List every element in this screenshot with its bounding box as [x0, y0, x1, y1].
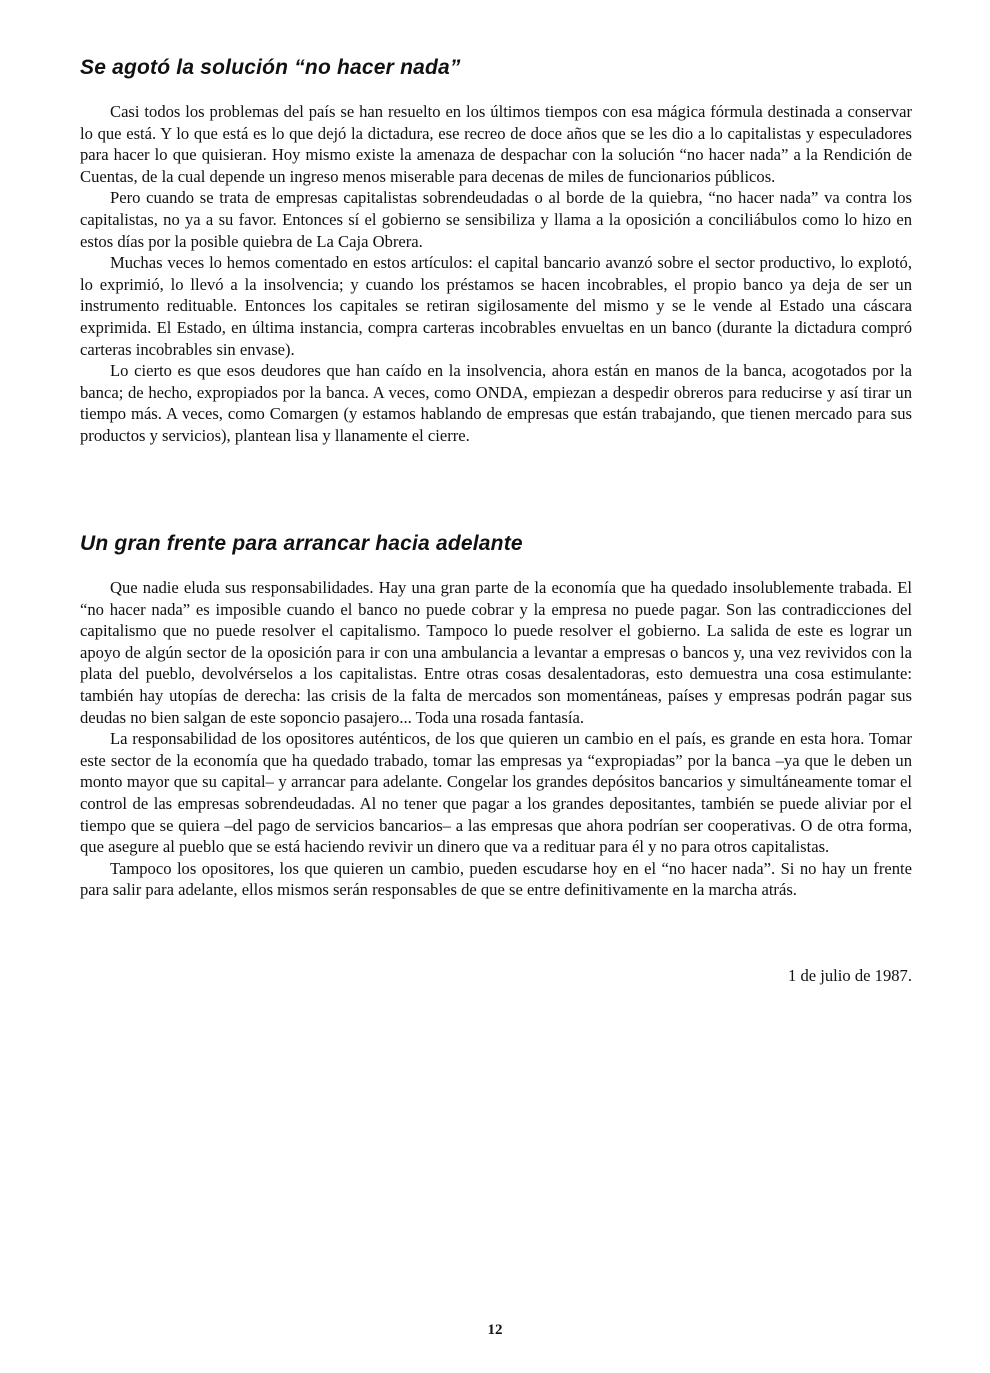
paragraph: Muchas veces lo hemos comentado en estos artículos: el capital bancario avanzó sobre el sector productivo, lo explotó, lo exprimió, lo llevó a la insolvencia; y cuando los préstamos se hacen incobrables, el propio banco ya deja de ser un instrumento redituable. Entonces los capitales se retiran sigilosamente del mismo y se le vende al Estado una cáscara exprimida. El Estado, en última instancia, compra carteras incobrables envueltas en un banco (durante la dictadura compró carteras incobrables sin envase).	[80, 253, 912, 359]
section-heading-2: Un gran frente para arrancar hacia adelante	[80, 532, 523, 555]
paragraph: Tampoco los opositores, los que quieren un cambio, pueden escudarse hoy en el “no hacer nada”. Si no hay un frente para salir para adelante, ellos mismos serán responsables de que se entre definitivamente en la marcha atrás.	[80, 858, 912, 900]
page-number: 12	[487, 1322, 503, 1338]
paragraph: Casi todos los problemas del país se han resuelto en los últimos tiempos con esa mágica fórmula destinada a conservar lo que está. Y lo que está es lo que dejó la dictadura, ese recreo de doce años que se les dio a lo capitalistas y especuladores para hacer lo que quisieran. Hoy mismo existe la amenaza de despachar con la solución “no hacer nada” a la Rendición de Cuentas, de la cual depende un ingreso menos miserable para decenas de miles de funcionarios públicos.	[80, 102, 912, 186]
section-heading-1: Se agotó la solución “no hacer nada”	[80, 56, 461, 79]
paragraph: Lo cierto es que esos deudores que han caído en la insolvencia, ahora están en manos de la banca, acogotados por la banca; de hecho, expropiados por la banca. A veces, como ONDA, empiezan a despedir obreros para reducirse y así tirar un tiempo más. A veces, como Comargen (y estamos hablando de empresas que están trabajando, que tienen mercado para sus productos y servicios), plantean lisa y llanamente el cierre.	[80, 361, 912, 445]
paragraph: La responsabilidad de los opositores auténticos, de los que quieren un cambio en el país, es grande en esta hora. Tomar este sector de la economía que ha quedado trabado, tomar las empresas ya “expropiadas” por la banca –ya que le deben un monto mayor que su capital– y arrancar para adelante. Congelar los grandes depósitos bancarios y simultáneamente tomar el control de las empresas sobrendeudadas. Al no tener que pagar a los grandes depositantes, también se puede aliviar por el tiempo que se quiera –del pago de servicios bancarios– a las empresas que ahora podrían ser cooperativas. O de otra forma, que asegure al pueblo que se está haciendo revivir un dinero que va a redituar para él y no para otros capitalistas.	[80, 729, 912, 857]
paragraph: Que nadie eluda sus responsabilidades. Hay una gran parte de la economía que ha quedado insolublemente trabada. El “no hacer nada” es imposible cuando el banco no puede cobrar y la empresa no puede pagar. Son las contradicciones del capitalismo que no puede resolver el capitalismo. Tampoco lo puede resolver el gobierno. La salida de este es lograr un apoyo de algún sector de la oposición para ir con una ambulancia a levantar a empresas o bancos y, una vez revividos con la plata del pueblo, devolvérselos a los capitalistas. Entre otras cosas desalentadoras, esto demuestra una cosa estimulante: también hay utopías de derecha: las crisis de la falta de mercados son momentáneas, países y empresas podrán pagar sus deudas no bien salgan de este soponcio pasajero... Toda una rosada fantasía.	[80, 578, 912, 727]
article-date: 1 de julio de 1987.	[788, 966, 912, 985]
section-body-1	[80, 101, 912, 447]
paragraph: Pero cuando se trata de empresas capitalistas sobrendeudadas o al borde de la quiebra, “no hacer nada” va contra los capitalistas, no ya a su favor. Entonces sí el gobierno se sensibiliza y llama a la oposición a conciliábulos como lo hizo en estos días por la posible quiebra de La Caja Obrera.	[80, 188, 912, 251]
section-body-2	[80, 577, 912, 901]
